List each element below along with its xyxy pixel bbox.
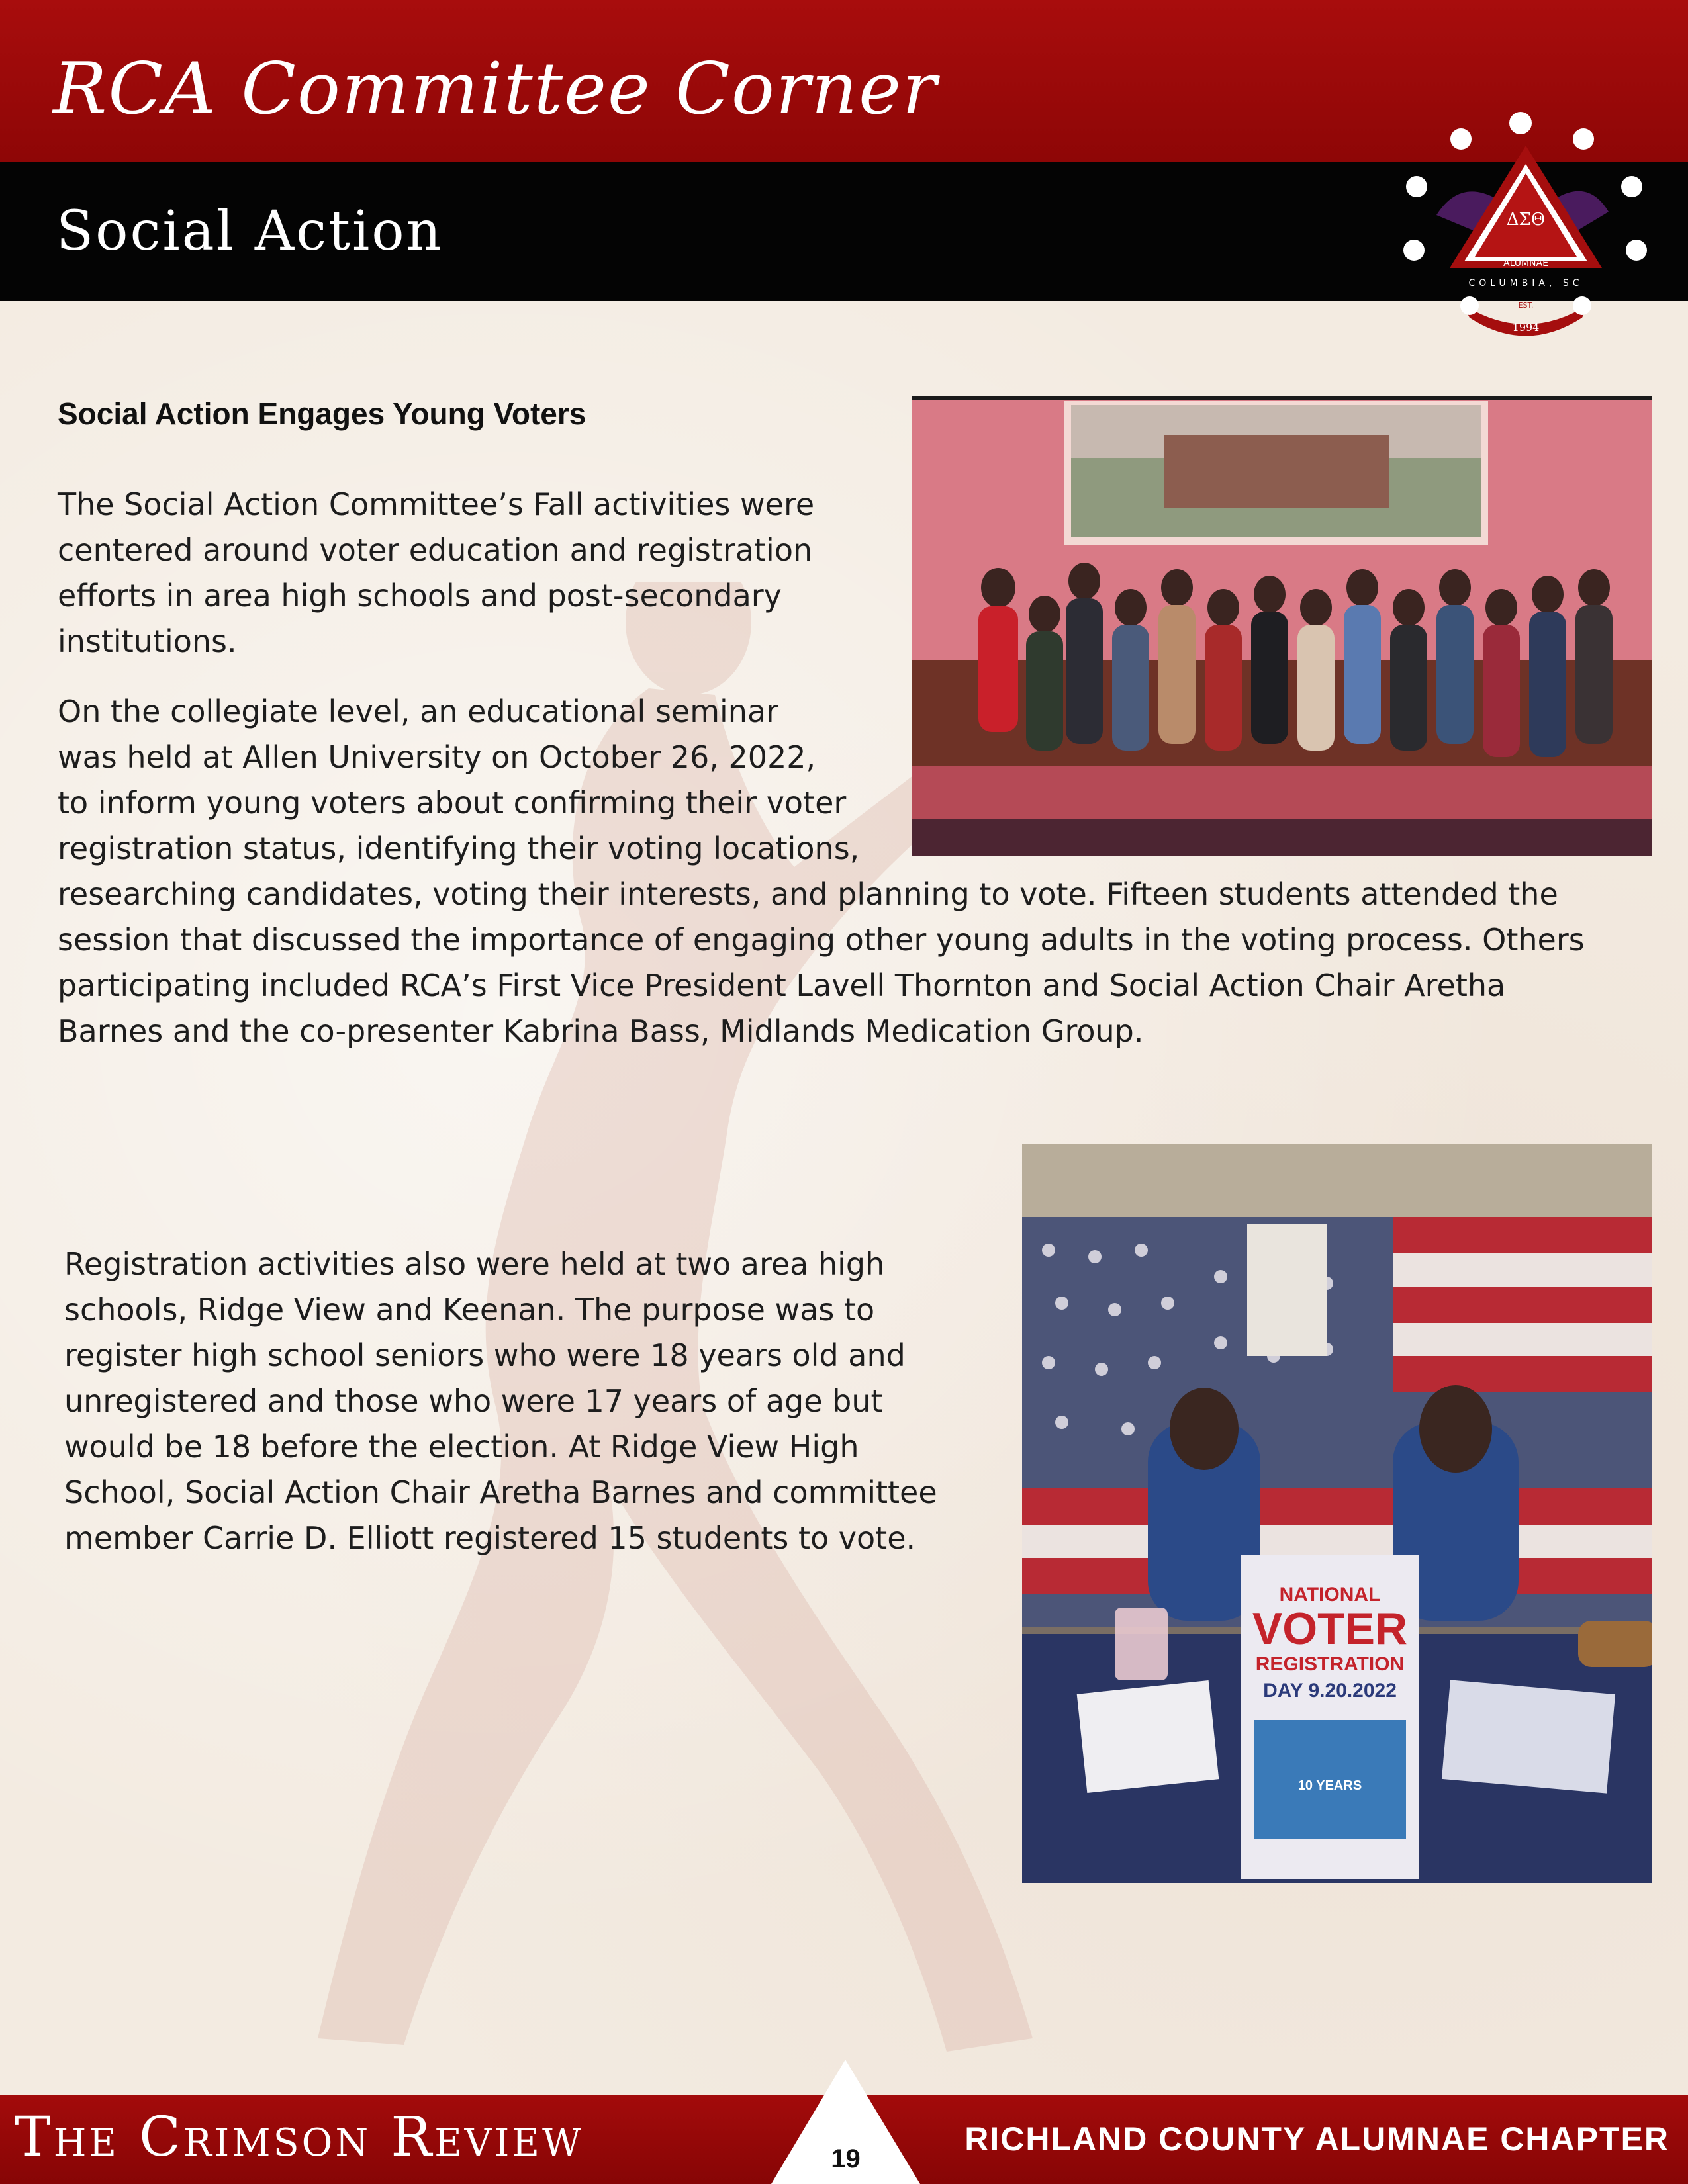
logo-year: 1994 <box>1512 321 1540 334</box>
page-number: 19 <box>831 2144 861 2173</box>
paragraph-line: Barnes and the co-presenter Kabrina Bass, Midlands Medication Group. <box>58 1013 1144 1049</box>
voter-registration-photo <box>1022 1144 1652 1883</box>
paragraph-line: registration status, identifying their voting locations, <box>58 831 860 866</box>
paragraph-line: School, Social Action Chair Aretha Barnes and committee <box>64 1475 937 1510</box>
article-heading: Social Action Engages Young Voters <box>58 396 586 431</box>
sign-line2: VOTER <box>1252 1604 1408 1654</box>
chapter-name: RICHLAND COUNTY ALUMNAE CHAPTER <box>964 2120 1669 2158</box>
paragraph-line: On the collegiate level, an educational seminar <box>58 694 779 729</box>
paragraph-line: participating included RCA’s First Vice President Lavell Thornton and Social Action Chair Aretha <box>58 968 1506 1003</box>
publication-title: The Crimson Review <box>15 2106 584 2169</box>
logo-pearl <box>1509 112 1532 134</box>
section-title: RCA Committee Corner <box>53 48 938 130</box>
sign-line1: NATIONAL <box>1279 1584 1381 1606</box>
sign-badge: 10 YEARS <box>1297 1778 1362 1793</box>
paragraph-line: The Social Action Committee’s Fall activities were <box>58 486 815 522</box>
paragraph-line: schools, Ridge View and Keenan. The purpose was to <box>64 1292 875 1328</box>
paragraph-line: was held at Allen University on October 26, 2022, <box>58 739 816 775</box>
paragraph-line: Registration activities also were held at two area high <box>64 1246 885 1282</box>
logo-est: EST. <box>1518 301 1534 310</box>
paragraph-line: session that discussed the importance of engaging other young adults in the voting process. Others <box>58 922 1585 958</box>
sign-line4: DAY 9.20.2022 <box>1263 1680 1397 1702</box>
paragraph-line: would be 18 before the election. At Ridge View High <box>64 1429 859 1465</box>
paragraph-line: member Carrie D. Elliott registered 15 students to vote. <box>64 1520 916 1556</box>
paragraph-line: centered around voter education and registration <box>58 532 813 568</box>
article-intro-paragraph <box>58 482 814 664</box>
registration-paragraph <box>64 1242 937 1561</box>
paragraph-line: to inform young voters about confirming their voter <box>58 785 847 821</box>
paragraph-line: unregistered and those who were 17 years of age but <box>64 1383 883 1419</box>
chapter-logo <box>1397 99 1655 351</box>
paragraph-line: researching candidates, voting their interests, and planning to vote. Fifteen students attended the <box>58 876 1558 912</box>
paragraph-line: efforts in area high schools and post-secondary <box>58 578 782 614</box>
logo-letters: ΔΣΘ <box>1506 210 1546 230</box>
logo-location: COLUMBIA, SC <box>1468 278 1583 289</box>
logo-band-text: ALUMNAE <box>1503 258 1548 269</box>
page-subtitle: Social Action <box>56 200 444 263</box>
sign-line3: REGISTRATION <box>1255 1653 1405 1675</box>
group-photo-allen-university <box>912 396 1652 856</box>
paragraph-line: institutions. <box>58 623 237 659</box>
paragraph-line: register high school seniors who were 18 years old and <box>64 1338 906 1373</box>
